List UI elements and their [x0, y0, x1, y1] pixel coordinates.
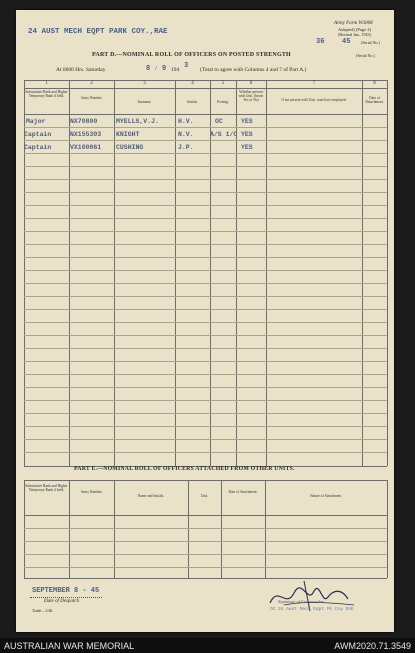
- col-header-posting: Posting.: [217, 100, 229, 104]
- form-revised: (Revised Jan., 1943): [338, 32, 371, 37]
- cell-initials: H.V.: [178, 118, 194, 125]
- signature-label: Signature of Commander: [278, 599, 324, 604]
- col-sep: [175, 80, 176, 466]
- col-header-present: Whether present with Unit. (Insert Yes or No): [238, 90, 264, 103]
- col-sep: [114, 80, 115, 466]
- cell-present: YES: [241, 144, 253, 151]
- ruled-line: [24, 218, 387, 219]
- form-adapted: Adapted) (Page 2): [338, 27, 371, 32]
- cell-surname: KNIGHT: [116, 131, 140, 138]
- unit-stamp: OC 24 Aust Mech Eqpt Pk Coy RAE: [270, 607, 354, 612]
- col-sep: [24, 480, 25, 578]
- part-e-top-border: [24, 480, 387, 481]
- ruled-line: [24, 452, 387, 453]
- cell-present: YES: [241, 118, 253, 125]
- despatch-date: SEPTEMBER 8 - 45: [32, 587, 100, 595]
- date-year-last: 3: [184, 62, 189, 70]
- ruled-line: [24, 554, 387, 555]
- at-hours-text: At 0600 Hrs. Saturday: [56, 67, 106, 73]
- part-e-title: PART E.—NOMINAL ROLL OF OFFICERS ATTACHED FROM OTHER UNITS.: [74, 466, 295, 472]
- serial-number-a: 36: [316, 38, 325, 46]
- unit-name: 24 AUST MECH EQPT PARK COY.,RAE: [28, 28, 168, 36]
- ruled-line: [24, 192, 387, 193]
- col-number: 7: [312, 81, 316, 86]
- caption-right: AWM2020.71.3549: [334, 641, 411, 651]
- ruled-line: [24, 140, 387, 141]
- part-d-title: PART D.—NOMINAL ROLL OF OFFICERS ON POSTED STRENGTH: [92, 52, 291, 58]
- col-header-unit: Unit.: [200, 494, 209, 498]
- cell-initials: J.P.: [178, 144, 194, 151]
- ruled-line: [24, 270, 387, 271]
- ruled-line: [24, 127, 387, 128]
- col-header-initials: Initials.: [187, 100, 198, 104]
- col-number: 3: [143, 81, 146, 86]
- cell-army-number: NX70800: [70, 118, 98, 125]
- form-number: Army Form W3008: [334, 21, 373, 26]
- ruled-line: [24, 335, 387, 336]
- cell-present: YES: [241, 131, 253, 138]
- part-e-header-border: [24, 515, 387, 516]
- ruled-line: [24, 567, 387, 568]
- col-sep: [362, 80, 363, 466]
- ruled-line: [24, 387, 387, 388]
- col-header-surname: Surname.: [137, 100, 152, 104]
- cell-surname: CUSHING: [116, 144, 144, 151]
- form-sheet: [16, 10, 394, 632]
- ruled-line: [24, 296, 387, 297]
- col-header-detachment: Date of Detachment.: [365, 96, 384, 105]
- ruled-line: [24, 374, 387, 375]
- col-sep: [221, 480, 222, 578]
- archive-caption: [0, 638, 415, 653]
- serial-label-b: (Serial No.): [356, 53, 375, 58]
- ruled-line: [24, 166, 387, 167]
- col-number: 6: [249, 81, 253, 86]
- col-header-rank: Substantive Rank and Higher Temporary Rank if held.: [25, 484, 68, 493]
- ruled-line: [24, 283, 387, 284]
- col-header-employed: If not present with Unit, state how employed.: [281, 98, 347, 102]
- col-header-army-number: Army Number.: [80, 96, 103, 100]
- cell-army-number: NX155303: [70, 131, 102, 138]
- col-header-date-attach: Date of Attachment.: [228, 490, 258, 494]
- caption-left: AUSTRALIAN WAR MEMORIAL: [4, 641, 135, 651]
- colnum-row-border: [24, 88, 387, 89]
- cell-posting: OC: [215, 118, 223, 125]
- col-number: 8: [373, 81, 376, 86]
- ruled-line: [24, 400, 387, 401]
- col-number: 1: [45, 81, 48, 86]
- cell-rank: Captain: [24, 131, 52, 138]
- cell-surname: MYELLS,V.J.: [116, 118, 159, 125]
- agree-text: (Total to agree with Columns 4 and 7 of Part A.): [200, 67, 307, 73]
- date-sep-1: /: [155, 66, 157, 72]
- col-header-rank: Substantive Rank and Higher Temporary Rank if held.: [25, 90, 68, 99]
- despatch-underline: [30, 597, 102, 598]
- col-sep: [266, 80, 267, 466]
- ruled-line: [24, 153, 387, 154]
- col-header-name: Name and Initials.: [137, 494, 165, 498]
- cell-army-number: VX100061: [70, 144, 102, 151]
- ruled-line: [24, 244, 387, 245]
- date-year: 194: [171, 67, 180, 73]
- cell-posting: A/S 1/C: [210, 131, 238, 138]
- ruled-line: [24, 257, 387, 258]
- ruled-line: [24, 361, 387, 362]
- date-month: 9: [162, 65, 167, 73]
- serial-number-b: 45: [342, 38, 351, 46]
- col-header-army-number: Army Number.: [80, 490, 103, 494]
- col-number: 4: [191, 81, 194, 86]
- ruled-line: [24, 179, 387, 180]
- header-row-border: [24, 114, 387, 115]
- date-day: 8: [146, 65, 151, 73]
- col-sep: [387, 480, 388, 578]
- cell-rank: Captain: [24, 144, 52, 151]
- ruled-line: [24, 541, 387, 542]
- ruled-line: [24, 231, 387, 232]
- ruled-line: [24, 205, 387, 206]
- ruled-line: [24, 439, 387, 440]
- col-sep: [387, 80, 388, 466]
- ruled-line: [24, 413, 387, 414]
- ruled-line: [24, 426, 387, 427]
- col-number: 5: [221, 81, 225, 86]
- despatch-label: Date of Despatch: [44, 599, 79, 604]
- col-header-nature: Nature of Attachment.: [309, 494, 343, 498]
- ruled-line: [24, 528, 387, 529]
- ruled-line: [24, 348, 387, 349]
- ruled-line: [24, 309, 387, 310]
- col-sep: [69, 480, 70, 578]
- print-code: Trade—1/40.: [32, 608, 54, 613]
- ruled-line: [24, 322, 387, 323]
- serial-label: (Serial No.): [361, 40, 380, 45]
- col-number: 2: [90, 81, 93, 86]
- cell-initials: N.V.: [178, 131, 194, 138]
- cell-rank: Major: [26, 118, 46, 125]
